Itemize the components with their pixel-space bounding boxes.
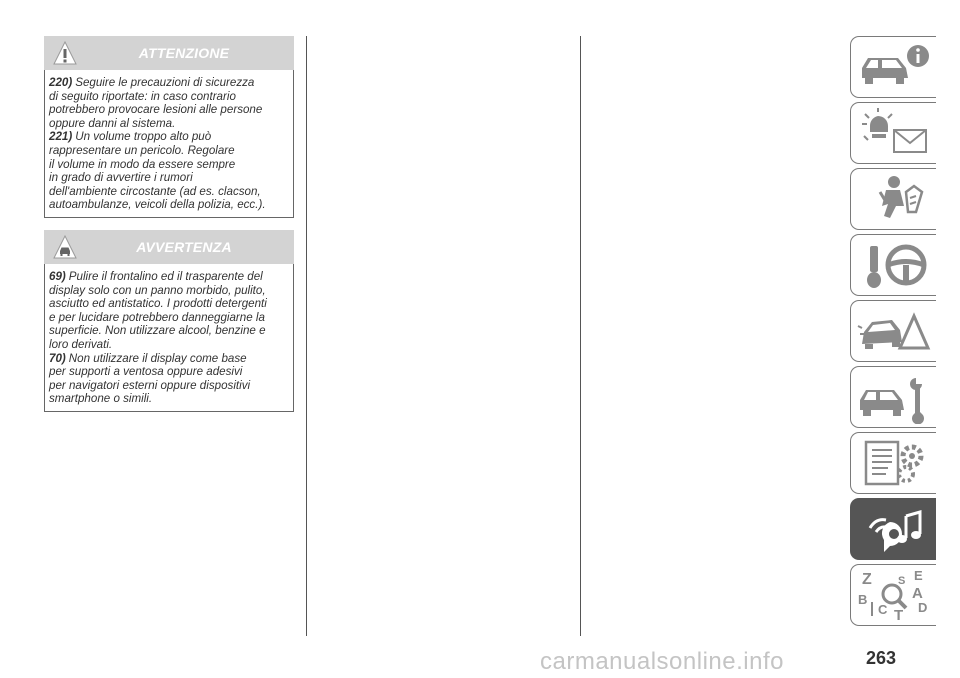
note-line: in grado di avvertire i rumori xyxy=(49,171,193,185)
note-number: 69) xyxy=(49,269,66,283)
warning-body xyxy=(44,70,294,218)
index-letter: D xyxy=(917,600,927,615)
tab-safety[interactable] xyxy=(850,168,936,230)
note-line: per navigatori esterni oppure dispositivi xyxy=(49,378,251,392)
note-line: superficie. Non utilizzare alcool, benzine e xyxy=(49,324,266,338)
caution-note-69 xyxy=(49,270,289,352)
car-maintenance-icon xyxy=(856,370,932,424)
car-accident-icon xyxy=(856,304,932,358)
warning-box xyxy=(44,36,294,218)
note-line: potrebbero provocare lesioni alle persone xyxy=(49,103,263,117)
index-letter: Z xyxy=(861,571,872,588)
caution-note-70 xyxy=(49,352,289,406)
caution-title: AVVERTENZA xyxy=(136,238,232,255)
page-number: 263 xyxy=(866,648,897,668)
note-line: asciutto ed antistatico. I prodotti detergenti xyxy=(49,297,267,311)
note-number: 220) xyxy=(49,76,73,89)
index-letter: S xyxy=(897,575,905,587)
index-letter: B xyxy=(857,592,867,607)
note-line: e per lucidare potrebbero danneggiarne la xyxy=(49,310,265,324)
warning-triangle-icon xyxy=(52,40,78,66)
note-number: 70) xyxy=(49,351,66,365)
caution-header xyxy=(44,230,294,264)
tab-starting-driving[interactable] xyxy=(850,234,936,296)
technical-data-icon xyxy=(856,436,932,490)
caution-body xyxy=(44,264,294,412)
note-line: Un volume troppo alto può xyxy=(75,130,212,144)
tab-multimedia[interactable] xyxy=(850,498,936,560)
column-divider xyxy=(306,36,307,636)
column-divider xyxy=(580,36,581,636)
note-line: dell'ambiente circostante (ad es. clacson, xyxy=(49,184,261,198)
index-letters-icon xyxy=(856,568,932,622)
caution-box xyxy=(44,230,294,412)
note-line: di seguito riportate: in caso contrario xyxy=(49,89,236,103)
note-number: 221) xyxy=(49,130,73,144)
index-letter: T xyxy=(893,607,903,622)
tab-car-info[interactable] xyxy=(850,36,936,98)
tab-maintenance[interactable] xyxy=(850,366,936,428)
note-line: Seguire le precauzioni di sicurezza xyxy=(75,76,255,89)
note-line: oppure danni al sistema. xyxy=(49,116,176,130)
note-line: loro derivati. xyxy=(49,337,113,351)
warning-note-220 xyxy=(49,76,289,130)
note-line: rappresentare un pericolo. Regolare xyxy=(49,143,235,157)
warning-title: ATTENZIONE xyxy=(138,45,230,61)
index-letter: C xyxy=(877,602,887,617)
tab-warning-lights[interactable] xyxy=(850,102,936,164)
left-column xyxy=(44,36,294,412)
watermark: carmanualsonline.info xyxy=(540,648,784,675)
warning-lights-icon xyxy=(856,106,932,160)
note-line: display solo con un panno morbido, pulito, xyxy=(49,283,266,297)
note-line: per supporti a ventosa oppure adesivi xyxy=(49,365,243,379)
note-line: autoambulanze, veicoli della polizia, ecc.). xyxy=(49,198,266,212)
tab-technical-data[interactable] xyxy=(850,432,936,494)
note-line: il volume in modo da essere sempre xyxy=(49,157,236,171)
key-steering-wheel-icon xyxy=(856,238,932,292)
note-line: Non utilizzare il display come base xyxy=(68,351,247,365)
airbag-safety-icon xyxy=(856,172,932,226)
car-caution-icon xyxy=(52,234,78,260)
index-letter: E xyxy=(913,568,923,583)
multimedia-icon xyxy=(856,502,932,556)
tab-emergency[interactable] xyxy=(850,300,936,362)
note-line: smartphone o simili. xyxy=(49,392,153,406)
car-info-icon xyxy=(856,40,932,94)
warning-note-221 xyxy=(49,130,289,212)
note-line: Pulire il frontalino ed il trasparente del xyxy=(68,269,263,283)
warning-header xyxy=(44,36,294,70)
index-letter: A xyxy=(911,585,923,602)
tab-index[interactable] xyxy=(850,564,936,626)
